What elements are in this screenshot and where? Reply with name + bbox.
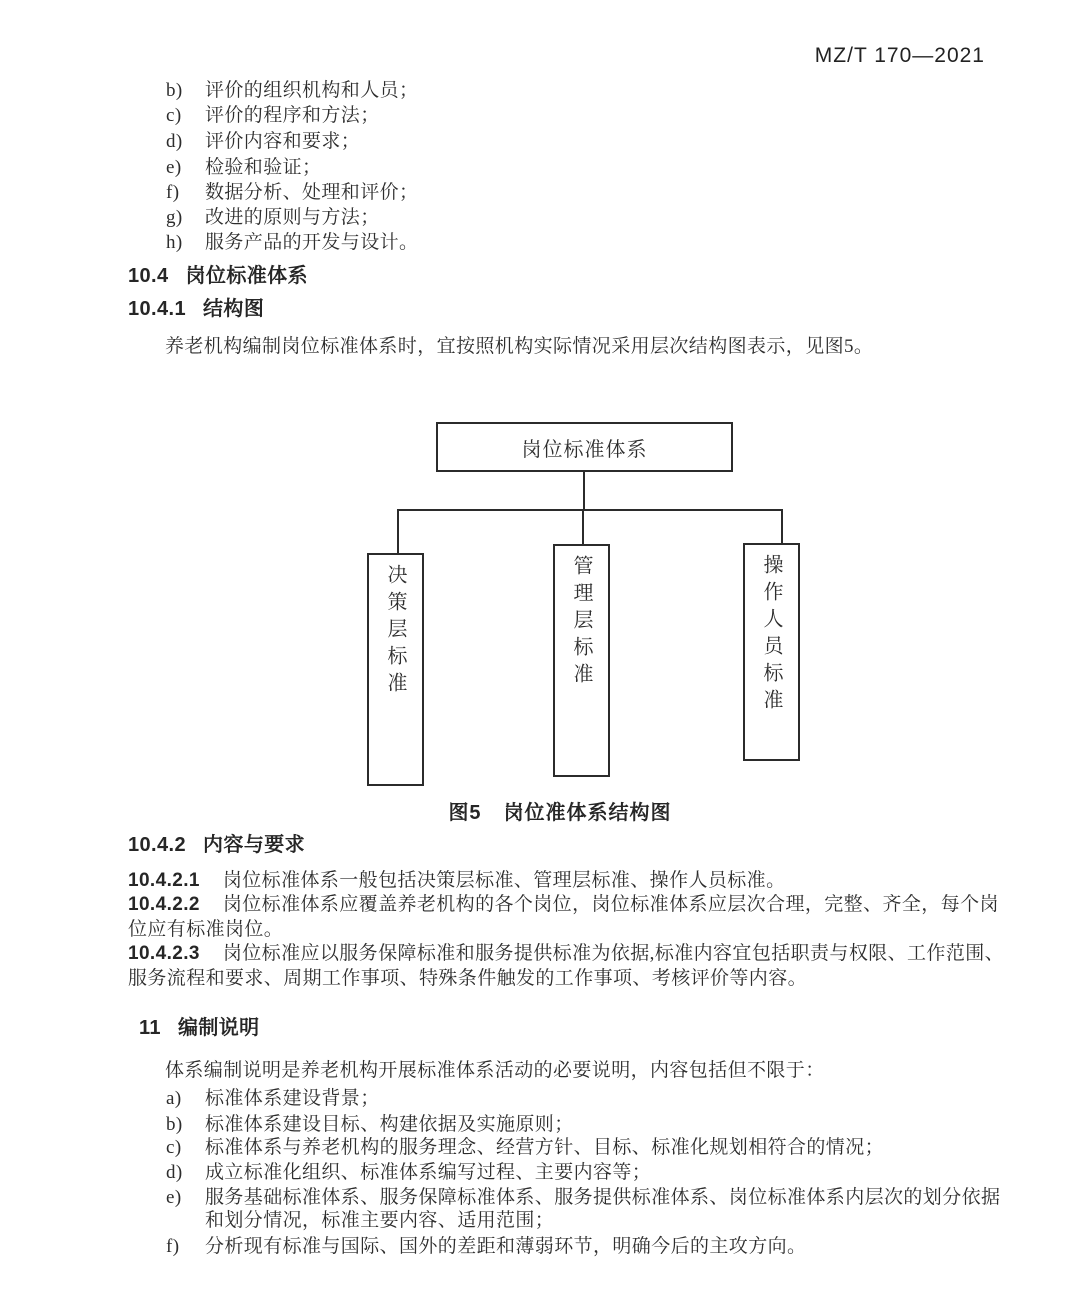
clause-10-4-2-2-cont: 位应有标准岗位。 <box>128 919 284 940</box>
list-item-text: 标准体系与养老机构的服务理念、经营方针、目标、标准化规划相符合的情况； <box>205 1137 885 1158</box>
list-item-letter: b) <box>166 1114 183 1135</box>
list-item <box>166 1234 806 1259</box>
clause-number: 10.4.2.1 <box>128 870 200 891</box>
list-item-letter: f) <box>166 1236 180 1257</box>
list-item-text: 成立标准化组织、标准体系编写过程、主要内容等； <box>205 1162 652 1183</box>
clause-number: 10.4.2.2 <box>128 894 200 915</box>
figure5-child-label-1: 决策层标准 <box>384 564 406 699</box>
paragraph-11: 体系编制说明是养老机构开展标准体系活动的必要说明，内容包括但不限于： <box>165 1060 825 1081</box>
connector-horizontal <box>397 509 783 511</box>
section-number: 11 <box>139 1017 161 1039</box>
clause-10-4-2-3-cont: 服务流程和要求、周期工作事项、特殊条件触发的工作事项、考核评价等内容。 <box>128 968 808 989</box>
list-item-text: 数据分析、处理和评价； <box>205 182 419 203</box>
figure5-child-box-3 <box>743 543 800 761</box>
list-item-text: 评价的程序和方法； <box>205 105 380 126</box>
list-item-continuation: 和划分情况，标准主要内容、适用范围； <box>205 1210 555 1231</box>
figure5-caption-title: 岗位准体系结构图 <box>503 802 672 824</box>
list-item-letter: c) <box>166 1137 182 1158</box>
list-item-letter: d) <box>166 131 183 152</box>
section-title: 编制说明 <box>177 1017 260 1039</box>
list-item <box>166 1160 651 1185</box>
list-item-letter: h) <box>166 232 183 253</box>
clause-text: 岗位标准体系一般包括决策层标准、管理层标准、操作人员标准。 <box>222 870 786 891</box>
list-item-letter: c) <box>166 105 182 126</box>
list-item-text: 改进的原则与方法； <box>205 207 380 228</box>
list-item-letter: b) <box>166 80 183 101</box>
list-item <box>166 103 380 128</box>
section-number: 10.4.1 <box>128 298 187 320</box>
connector-drop-left <box>397 509 399 554</box>
list-item <box>166 1135 884 1160</box>
clause-10-4-2-1 <box>128 868 785 893</box>
figure5-child-box-1 <box>367 553 424 786</box>
list-item <box>166 180 418 205</box>
figure5-caption <box>400 796 720 825</box>
connector-drop-middle <box>582 509 584 545</box>
section-title: 结构图 <box>203 298 265 320</box>
list-item-letter: a) <box>166 1088 182 1109</box>
list-item-letter: e) <box>166 157 182 178</box>
list-item <box>166 205 380 230</box>
list-item-text: 标准体系建设背景； <box>205 1088 380 1109</box>
list-item-text: 检验和验证； <box>205 157 322 178</box>
list-item-letter: f) <box>166 182 180 203</box>
clause-10-4-2-3 <box>128 941 1004 966</box>
section-heading-10-4-2 <box>128 833 305 858</box>
section-title: 内容与要求 <box>203 834 306 856</box>
list-item-letter: g) <box>166 207 183 228</box>
clause-number: 10.4.2.3 <box>128 943 200 964</box>
clause-10-4-2-2 <box>128 892 999 917</box>
section-heading-11 <box>139 1016 260 1041</box>
section-heading-10-4-1 <box>128 297 264 322</box>
list-item-text: 服务产品的开发与设计。 <box>205 232 419 253</box>
figure5-child-label-2: 管理层标准 <box>570 555 592 690</box>
figure5-child-label-3: 操作人员标准 <box>760 554 782 716</box>
list-item-letter: e) <box>166 1187 182 1208</box>
figure5-child-box-2 <box>553 544 610 777</box>
list-item-text: 标准体系建设目标、构建依据及实施原则； <box>205 1114 574 1135</box>
doc-number-header: MZ/T 170—2021 <box>814 44 985 67</box>
list-item <box>166 129 360 154</box>
figure5-root-label: 岗位标准体系 <box>521 438 648 461</box>
list-item-text: 评价内容和要求； <box>205 131 361 152</box>
list-item <box>166 1086 380 1111</box>
list-item-text: 服务基础标准体系、服务保障标准体系、服务提供标准体系、岗位标准体系内层次的划分依据 <box>205 1187 1001 1208</box>
list-item <box>166 155 321 180</box>
section-number: 10.4 <box>128 265 169 287</box>
section-number: 10.4.2 <box>128 834 187 856</box>
figure5-caption-prefix: 图5 <box>448 802 482 824</box>
paragraph-10-4-1: 养老机构编制岗位标准体系时，宜按照机构实际情况采用层次结构图表示，见图5。 <box>165 336 874 357</box>
list-item <box>166 1112 574 1137</box>
section-heading-10-4 <box>128 264 308 289</box>
list-item-letter: d) <box>166 1162 183 1183</box>
list-item-text: 分析现有标准与国际、国外的差距和薄弱环节，明确今后的主攻方向。 <box>205 1236 807 1257</box>
list-item <box>166 1185 1000 1210</box>
list-item-text: 评价的组织机构和人员； <box>205 80 419 101</box>
connector-drop-right <box>781 509 783 544</box>
list-item <box>166 78 418 103</box>
list-item <box>166 230 418 255</box>
section-title: 岗位标准体系 <box>185 265 308 287</box>
clause-text: 岗位标准体系应覆盖养老机构的各个岗位，岗位标准体系应层次合理，完整、齐全，每个岗 <box>222 894 999 915</box>
figure5-root-box <box>436 422 733 472</box>
clause-text: 岗位标准应以服务保障标准和服务提供标准为依据,标准内容宜包括职责与权限、工作范围、 <box>222 943 1005 964</box>
connector-stem <box>583 472 585 510</box>
